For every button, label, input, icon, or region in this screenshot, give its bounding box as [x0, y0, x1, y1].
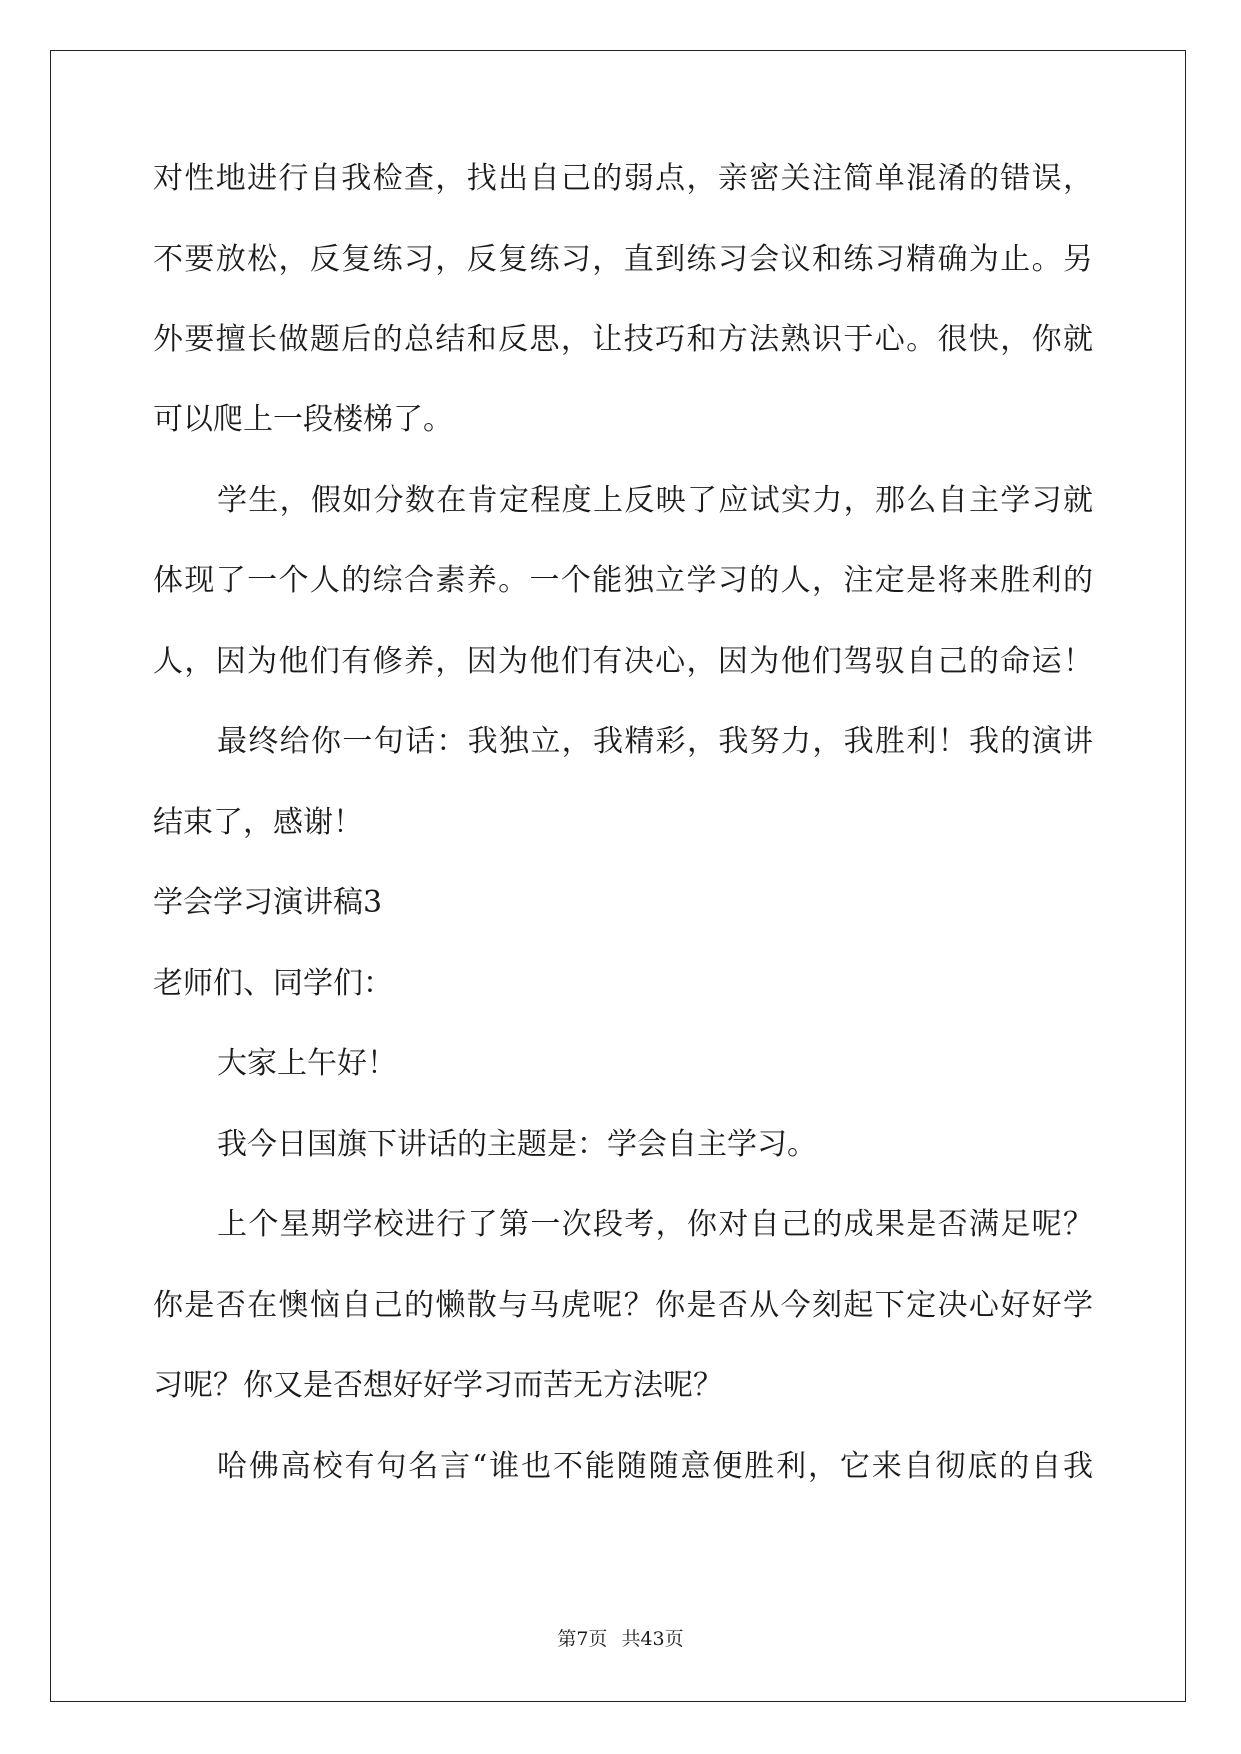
greeting: 大家上午好！	[217, 1046, 397, 1081]
text-line: 体现了一个人的综合素养。一个能独立学习的人，注定是将来胜利的	[153, 563, 1093, 598]
paragraph-first-line: 上个星期学校进行了第一次段考，你对自己的成果是否满足呢？	[217, 1207, 1093, 1242]
paragraph-first-line: 哈佛高校有句名言“谁也不能随随意便胜利，它来自彻底的自我	[217, 1449, 1093, 1484]
text-line: 外要擅长做题后的总结和反思，让技巧和方法熟识于心。很快，你就	[153, 322, 1093, 357]
paragraph-first-line: 学生，假如分数在肯定程度上反映了应试实力，那么自主学习就	[217, 483, 1093, 518]
text-line: 对性地进行自我检查，找出自己的弱点，亲密关注简单混淆的错误，	[153, 161, 1093, 196]
text-line: 结束了，感谢！	[153, 805, 363, 840]
page-number: 第7页	[557, 1628, 608, 1650]
text-line: 你是否在懊恼自己的懒散与马虎呢？你是否从今刻起下定决心好好学	[153, 1288, 1093, 1323]
page-total: 共43页	[621, 1628, 684, 1650]
paragraph-first-line: 最终给你一句话：我独立，我精彩，我努力，我胜利！我的演讲	[217, 724, 1093, 759]
text-line: 人，因为他们有修养，因为他们有决心，因为他们驾驭自己的命运！	[153, 644, 1093, 679]
text-line: 习呢？你又是否想好好学习而苦无方法呢？	[153, 1368, 723, 1403]
text-line: 可以爬上一段楼梯了。	[153, 402, 453, 437]
paragraph-first-line: 我今日国旗下讲话的主题是：学会自主学习。	[217, 1127, 817, 1162]
text-line: 不要放松，反复练习，反复练习，直到练习会议和练习精确为止。另	[153, 242, 1093, 277]
page-footer	[0, 1624, 1241, 1651]
salutation: 老师们、同学们：	[153, 966, 393, 1001]
section-heading: 学会学习演讲稿3	[153, 885, 383, 920]
